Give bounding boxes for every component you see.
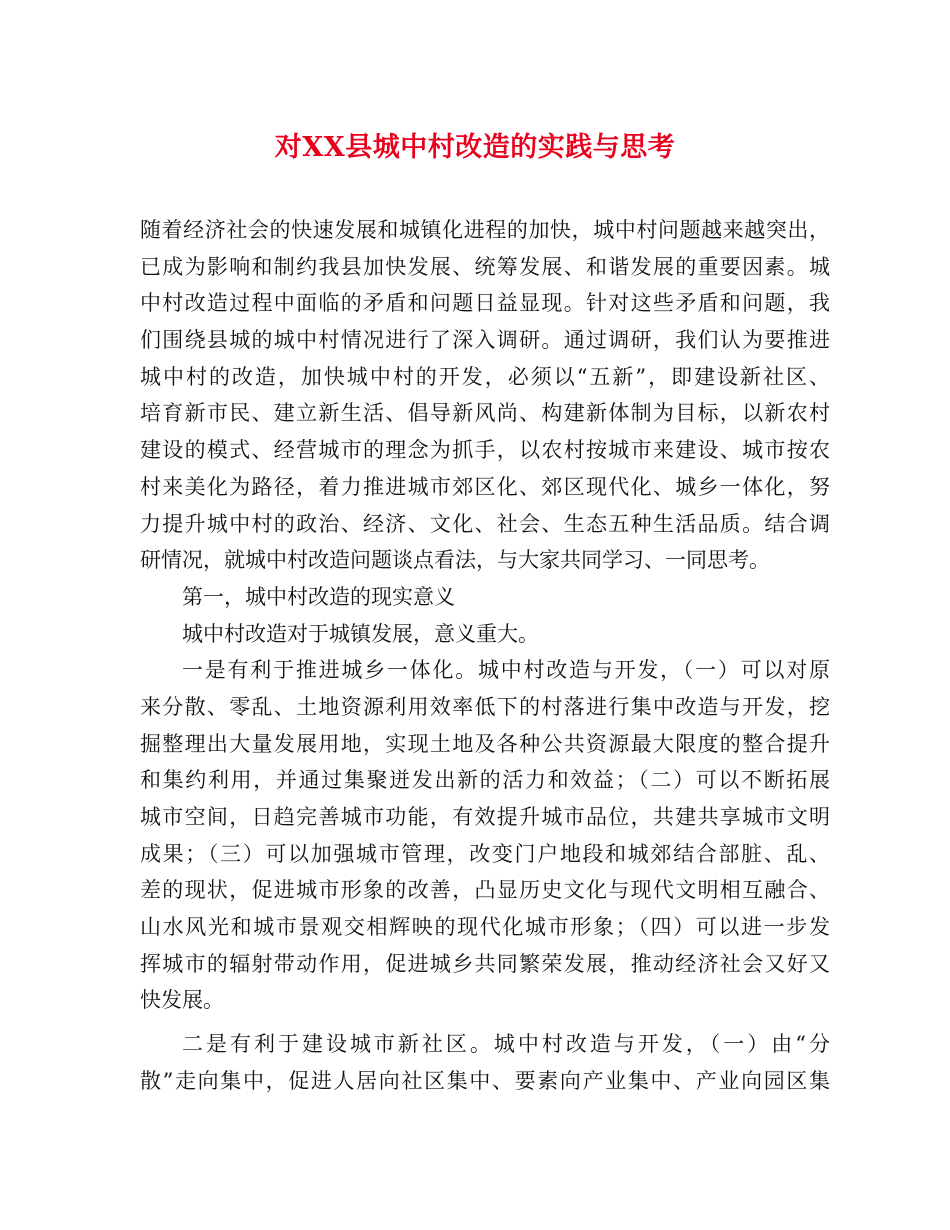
paragraph-line: 城中村的改造，加快城中村的开发，必须以“五新”，即建设新社区、: [140, 364, 830, 389]
paragraph: [140, 616, 830, 653]
paragraph-line: 建设的模式、经营城市的理念为抓手，以农村按城市来建设、城市按农: [140, 438, 830, 463]
paragraph-gap: [140, 1019, 830, 1026]
paragraph: [140, 212, 830, 579]
paragraph-line: 挥城市的辐射带动作用，促进城乡共同繁荣发展，推动经济社会又好又: [140, 951, 830, 976]
paragraph-line: 散”走向集中，促进人居向社区集中、要素向产业集中、产业向园区集: [140, 1068, 830, 1093]
paragraph: [140, 579, 830, 616]
paragraph-line: 中村改造过程中面临的矛盾和问题日益显现。针对这些矛盾和问题，我: [140, 291, 830, 316]
paragraph-line: 村来美化为路径，着力推进城市郊区化、郊区现代化、城乡一体化，努: [140, 474, 830, 499]
paragraph: [140, 1026, 830, 1099]
paragraph-line: 二是有利于建设城市新社区。城中村改造与开发，（一）由“分: [182, 1032, 830, 1057]
paragraph-line: 成果；（三）可以加强城市管理，改变门户地段和城郊结合部脏、乱、: [140, 841, 830, 866]
paragraph-line: 来分散、零乱、土地资源利用效率低下的村落进行集中改造与开发，挖: [140, 694, 830, 719]
paragraph-line: 一是有利于推进城乡一体化。城中村改造与开发，（一）可以对原: [182, 658, 830, 683]
paragraph-line: 培育新市民、建立新生活、倡导新风尚、构建新体制为目标，以新农村: [140, 401, 830, 426]
paragraph-line: 快发展。: [140, 988, 224, 1013]
paragraph-line: 山水风光和城市景观交相辉映的现代化城市形象；（四）可以进一步发: [140, 915, 830, 940]
document-body: [140, 212, 830, 1100]
paragraph-line: 掘整理出大量发展用地，实现土地及各种公共资源最大限度的整合提升: [140, 731, 830, 756]
paragraph-line: 差的现状，促进城市形象的改善，凸显历史文化与现代文明相互融合、: [140, 878, 830, 903]
paragraph-line: 城市空间，日趋完善城市功能，有效提升城市品位，共建共享城市文明: [140, 805, 830, 829]
paragraph-line: 们围绕县城的城中村情况进行了深入调研。通过调研，我们认为要推进: [140, 328, 830, 353]
paragraph: [140, 652, 830, 1019]
paragraph-line: 和集约利用，并通过集聚迸发出新的活力和效益；（二）可以不断拓展: [140, 768, 830, 793]
paragraph-line: 随着经济社会的快速发展和城镇化进程的加快，城中村问题越来越突出，: [140, 218, 830, 242]
document-title: 对XX县城中村改造的实践与思考: [274, 132, 676, 163]
paragraph-line: 力提升城中村的政治、经济、文化、社会、生态五种生活品质。结合调: [140, 511, 830, 536]
paragraph-line: 已成为影响和制约我县加快发展、统筹发展、和谐发展的重要因素。城: [140, 254, 830, 279]
paragraph-line: 城中村改造对于城镇发展，意义重大。: [182, 621, 539, 646]
paragraph-line: 研情况，就城中村改造问题谈点看法，与大家共同学习、一同思考。: [140, 548, 770, 573]
paragraph-line: 第一，城中村改造的现实意义: [182, 584, 455, 609]
